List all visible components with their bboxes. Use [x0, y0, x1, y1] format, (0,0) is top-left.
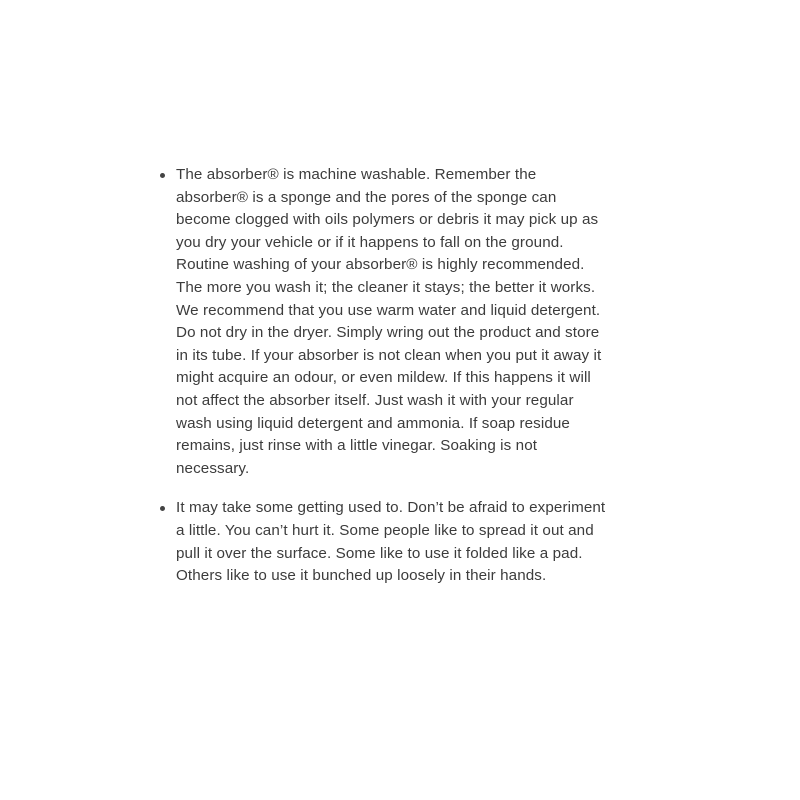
usage-tips-text: It may take some getting used to. Don’t be afraid to experiment a little. You can’t hurt it. Some people like to spread it out and pull it over the surface. Some like to use it folded like a pad. Others like to use it bunched up loosely in their hands.	[176, 499, 606, 585]
list-item	[158, 164, 608, 480]
bullet-icon	[160, 506, 165, 511]
bullet-list	[158, 164, 608, 588]
document-body	[158, 164, 608, 605]
washing-instructions-text: The absorber® is machine washable. Remember the absorber® is a sponge and the pores of the sponge can become clogged with oils polymers or debris it may pick up as you dry your vehicle or if it happens to fall on the ground. Routine washing of your absorber® is highly recommended. The more you wash it; the cleaner it stays; the better it works. We recommend that you use warm water and liquid detergent. Do not dry in the dryer. Simply wring out the product and store in its tube. If your absorber is not clean when you put it away it might acquire an odour, or even mildew. If this happens it will not affect the absorber itself. Just wash it with your regular wash using liquid detergent and ammonia. If soap residue remains, just rinse with a little vinegar. Soaking is not necessary.	[176, 166, 602, 477]
bullet-icon	[160, 173, 165, 178]
list-item	[158, 497, 608, 587]
